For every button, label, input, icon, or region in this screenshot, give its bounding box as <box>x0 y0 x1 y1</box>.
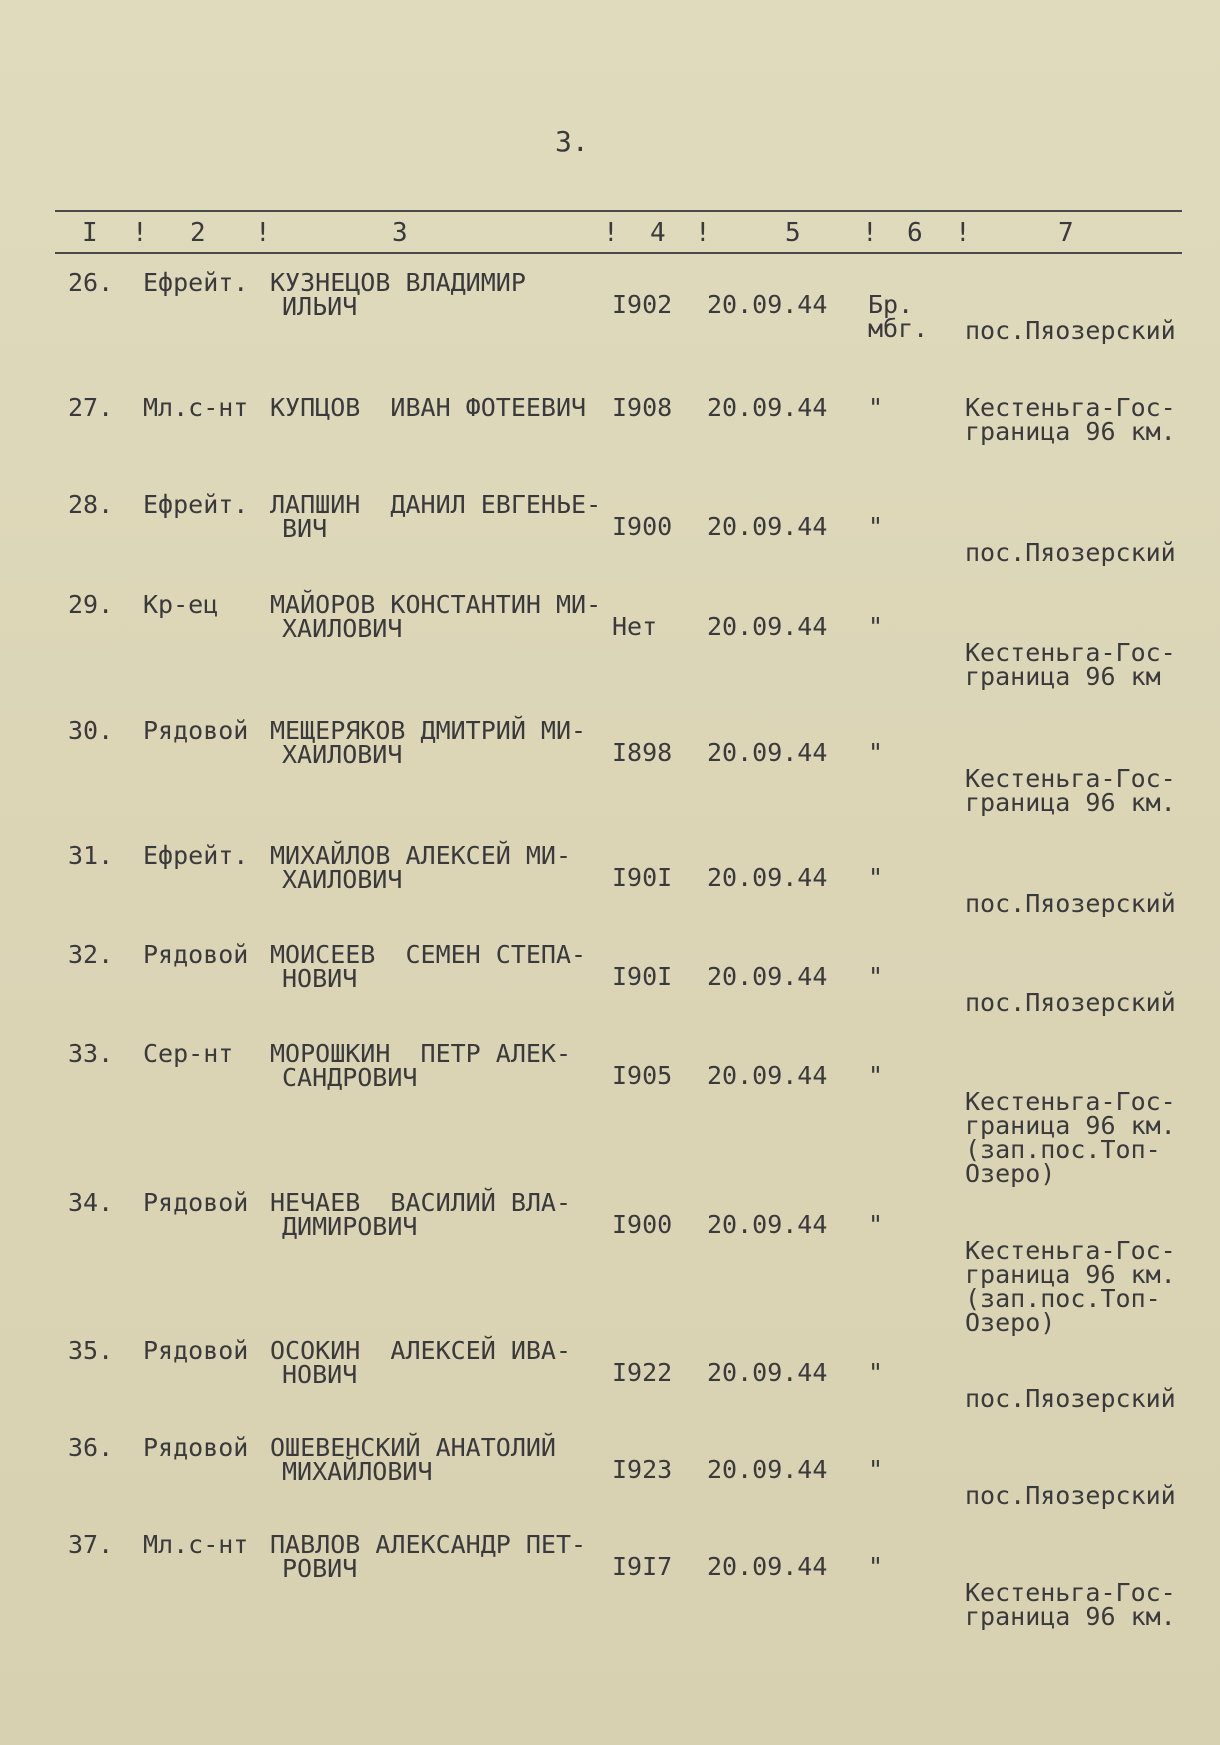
header-col-1: I <box>82 218 98 248</box>
header-sep: ! <box>603 218 619 248</box>
place: Кестеньга-Гос- <box>965 764 1176 793</box>
date: 20.09.44 <box>707 863 828 892</box>
surname-name: КУПЦОВ ИВАН ФОТЕЕВИЧ <box>270 393 587 422</box>
birth-year: I9I7 <box>612 1552 673 1581</box>
birth-year: I922 <box>612 1358 673 1387</box>
birth-year: I90I <box>612 962 673 991</box>
patronymic: ХАИЛОВИЧ <box>282 865 403 894</box>
birth-year: I90I <box>612 863 673 892</box>
patronymic: ДИМИРОВИЧ <box>282 1212 418 1241</box>
header-sep: ! <box>695 218 711 248</box>
birth-year: I902 <box>612 290 673 319</box>
date: 20.09.44 <box>707 1455 828 1484</box>
place: Кестеньга-Гос- <box>965 638 1176 667</box>
surname-name: ОСОКИН АЛЕКСЕЙ ИВА- <box>270 1336 572 1365</box>
header-col-6: 6 <box>907 218 923 248</box>
patronymic: РОВИЧ <box>282 1554 358 1583</box>
column-6: " <box>868 512 884 541</box>
rank: Рядовой <box>143 1336 249 1365</box>
surname-name: МИХАЙЛОВ АЛЕКСЕЙ МИ- <box>270 841 572 870</box>
date: 20.09.44 <box>707 1210 828 1239</box>
patronymic: САНДРОВИЧ <box>282 1063 418 1092</box>
place-line-4: Озеро) <box>965 1308 1056 1337</box>
header-col-7: 7 <box>1058 218 1074 248</box>
column-6: " <box>868 1358 884 1387</box>
place: пос.Пяозерский <box>965 1481 1176 1510</box>
birth-year: I905 <box>612 1061 673 1090</box>
patronymic: МИХАЙЛОВИЧ <box>282 1457 433 1486</box>
patronymic: НОВИЧ <box>282 1360 358 1389</box>
row-number: 37. <box>68 1530 114 1559</box>
column-6: Бр. <box>868 290 914 319</box>
header-bottom-rule <box>55 252 1182 254</box>
rank: Ефрейт. <box>143 841 249 870</box>
date: 20.09.44 <box>707 1358 828 1387</box>
row-number: 31. <box>68 841 114 870</box>
date: 20.09.44 <box>707 962 828 991</box>
row-number: 30. <box>68 716 114 745</box>
patronymic: НОВИЧ <box>282 964 358 993</box>
row-number: 36. <box>68 1433 114 1462</box>
place-line-2: граница 96 км <box>965 662 1161 691</box>
row-number: 32. <box>68 940 114 969</box>
date: 20.09.44 <box>707 612 828 641</box>
row-number: 33. <box>68 1039 114 1068</box>
row-number: 26. <box>68 268 114 297</box>
header-col-4: 4 <box>650 218 666 248</box>
column-6: " <box>868 1552 884 1581</box>
date: 20.09.44 <box>707 1061 828 1090</box>
place: пос.Пяозерский <box>965 889 1176 918</box>
rank: Рядовой <box>143 716 249 745</box>
surname-name: МОРОШКИН ПЕТР АЛЕК- <box>270 1039 572 1068</box>
header-sep: ! <box>132 218 148 248</box>
place-line-2: граница 96 км. <box>965 1602 1176 1631</box>
surname-name: КУЗНЕЦОВ ВЛАДИМИР <box>270 268 526 297</box>
place: Кестеньга-Гос- <box>965 1087 1176 1116</box>
date: 20.09.44 <box>707 290 828 319</box>
place: пос.Пяозерский <box>965 316 1176 345</box>
place-line-3: (зап.пос.Топ- <box>965 1135 1161 1164</box>
header-top-rule <box>55 210 1182 212</box>
rank: Рядовой <box>143 940 249 969</box>
column-6: " <box>868 393 884 422</box>
row-number: 28. <box>68 490 114 519</box>
place: пос.Пяозерский <box>965 1384 1176 1413</box>
place-line-2: граница 96 км. <box>965 417 1176 446</box>
birth-year: I898 <box>612 738 673 767</box>
place: Кестеньга-Гос- <box>965 1236 1176 1265</box>
place-line-2: граница 96 км. <box>965 788 1176 817</box>
birth-year: I923 <box>612 1455 673 1484</box>
place: пос.Пяозерский <box>965 988 1176 1017</box>
column-6-line-2: мбг. <box>868 314 929 343</box>
surname-name: НЕЧАЕВ ВАСИЛИЙ ВЛА- <box>270 1188 572 1217</box>
date: 20.09.44 <box>707 738 828 767</box>
page-number: 3. <box>555 125 589 158</box>
patronymic: ИЛЬИЧ <box>282 292 358 321</box>
row-number: 27. <box>68 393 114 422</box>
surname-name: ЛАПШИН ДАНИЛ ЕВГЕНЬЕ- <box>270 490 602 519</box>
column-6: " <box>868 1210 884 1239</box>
place-line-2: граница 96 км. <box>965 1260 1176 1289</box>
place: пос.Пяозерский <box>965 538 1176 567</box>
surname-name: МЕЩЕРЯКОВ ДМИТРИЙ МИ- <box>270 716 587 745</box>
patronymic: ХАИЛОВИЧ <box>282 740 403 769</box>
birth-year: I900 <box>612 512 673 541</box>
column-6: " <box>868 738 884 767</box>
rank: Ефрейт. <box>143 490 249 519</box>
column-6: " <box>868 962 884 991</box>
row-number: 34. <box>68 1188 114 1217</box>
header-col-5: 5 <box>785 218 801 248</box>
rank: Мл.с-нт <box>143 393 249 422</box>
date: 20.09.44 <box>707 1552 828 1581</box>
column-6: " <box>868 612 884 641</box>
header-sep: ! <box>255 218 271 248</box>
rank: Рядовой <box>143 1188 249 1217</box>
place: Кестеньга-Гос- <box>965 1578 1176 1607</box>
rank: Рядовой <box>143 1433 249 1462</box>
date: 20.09.44 <box>707 393 828 422</box>
place-line-3: (зап.пос.Топ- <box>965 1284 1161 1313</box>
column-6: " <box>868 1455 884 1484</box>
header-col-2: 2 <box>190 218 206 248</box>
header-col-3: 3 <box>392 218 408 248</box>
date: 20.09.44 <box>707 512 828 541</box>
rank: Ефрейт. <box>143 268 249 297</box>
patronymic: ХАИЛОВИЧ <box>282 614 403 643</box>
surname-name: МОИСЕЕВ СЕМЕН СТЕПА- <box>270 940 587 969</box>
place: Кестеньга-Гос- <box>965 393 1176 422</box>
rank: Кр-ец <box>143 590 219 619</box>
birth-year: I900 <box>612 1210 673 1239</box>
column-6: " <box>868 863 884 892</box>
surname-name: МАЙОРОВ КОНСТАНТИН МИ- <box>270 590 602 619</box>
birth-year: I908 <box>612 393 673 422</box>
surname-name: ОШЕВЕНСКИЙ АНАТОЛИЙ <box>270 1433 556 1462</box>
row-number: 29. <box>68 590 114 619</box>
place-line-4: Озеро) <box>965 1159 1056 1188</box>
surname-name: ПАВЛОВ АЛЕКСАНДР ПЕТ- <box>270 1530 587 1559</box>
patronymic: ВИЧ <box>282 514 328 543</box>
column-6: " <box>868 1061 884 1090</box>
place-line-2: граница 96 км. <box>965 1111 1176 1140</box>
rank: Мл.с-нт <box>143 1530 249 1559</box>
header-sep: ! <box>955 218 971 248</box>
birth-year: Нет <box>612 612 658 641</box>
header-sep: ! <box>862 218 878 248</box>
rank: Сер-нт <box>143 1039 234 1068</box>
row-number: 35. <box>68 1336 114 1365</box>
